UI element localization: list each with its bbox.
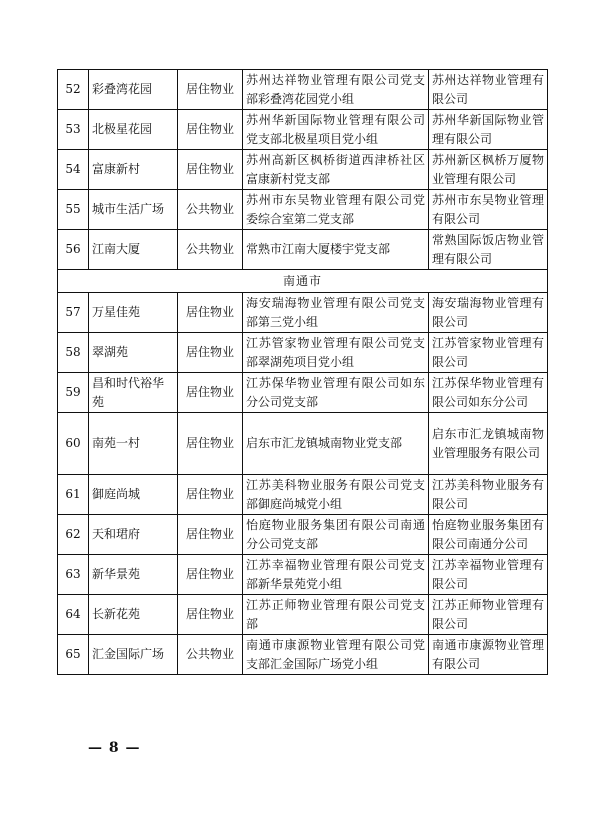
property-company: 江苏保华物业管理有限公司如东分公司 xyxy=(429,373,548,413)
property-type: 居住物业 xyxy=(178,555,243,595)
table-row xyxy=(58,293,548,333)
row-number: 56 xyxy=(58,230,89,270)
party-organization: 常熟市江南大厦楼宇党支部 xyxy=(243,230,429,270)
row-number: 62 xyxy=(58,515,89,555)
project-name: 汇金国际广场 xyxy=(89,635,178,675)
property-table xyxy=(57,69,548,675)
property-company: 苏州新区枫桥万厦物业管理有限公司 xyxy=(429,150,548,190)
table-row xyxy=(58,635,548,675)
table-body-nantong xyxy=(58,293,548,675)
table-row xyxy=(58,373,548,413)
project-name: 万星佳苑 xyxy=(89,293,178,333)
table-row xyxy=(58,230,548,270)
table-row xyxy=(58,70,548,110)
party-organization: 南通市康源物业管理有限公司党支部汇金国际广场党小组 xyxy=(243,635,429,675)
table-body-suzhou xyxy=(58,70,548,270)
property-company: 南通市康源物业管理有限公司 xyxy=(429,635,548,675)
party-organization: 苏州市东吴物业管理有限公司党委综合室第二党支部 xyxy=(243,190,429,230)
row-number: 54 xyxy=(58,150,89,190)
property-company: 苏州达祥物业管理有限公司 xyxy=(429,70,548,110)
property-company: 江苏幸福物业管理有限公司 xyxy=(429,555,548,595)
property-type: 居住物业 xyxy=(178,413,243,475)
project-name: 城市生活广场 xyxy=(89,190,178,230)
project-name: 新华景苑 xyxy=(89,555,178,595)
party-organization: 江苏管家物业管理有限公司党支部翠湖苑项目党小组 xyxy=(243,333,429,373)
property-type: 公共物业 xyxy=(178,230,243,270)
row-number: 64 xyxy=(58,595,89,635)
row-number: 53 xyxy=(58,110,89,150)
table-row xyxy=(58,515,548,555)
party-organization: 江苏正师物业管理有限公司党支部 xyxy=(243,595,429,635)
project-name: 翠湖苑 xyxy=(89,333,178,373)
row-number: 55 xyxy=(58,190,89,230)
party-organization: 江苏保华物业管理有限公司如东分公司党支部 xyxy=(243,373,429,413)
property-type: 居住物业 xyxy=(178,595,243,635)
property-type: 居住物业 xyxy=(178,70,243,110)
property-company: 江苏管家物业管理有限公司 xyxy=(429,333,548,373)
property-company: 江苏正师物业管理有限公司 xyxy=(429,595,548,635)
table-row xyxy=(58,110,548,150)
project-name: 南苑一村 xyxy=(89,413,178,475)
project-name: 长新花苑 xyxy=(89,595,178,635)
party-organization: 怡庭物业服务集团有限公司南通分公司党支部 xyxy=(243,515,429,555)
row-number: 57 xyxy=(58,293,89,333)
project-name: 彩叠湾花园 xyxy=(89,70,178,110)
property-company: 苏州市东吴物业管理有限公司 xyxy=(429,190,548,230)
property-type: 公共物业 xyxy=(178,190,243,230)
property-company: 江苏美科物业服务有限公司 xyxy=(429,475,548,515)
row-number: 65 xyxy=(58,635,89,675)
table-row xyxy=(58,413,548,475)
table-row xyxy=(58,333,548,373)
table-row xyxy=(58,150,548,190)
table-row xyxy=(58,555,548,595)
row-number: 60 xyxy=(58,413,89,475)
city-header-row xyxy=(58,270,548,293)
property-company: 常熟国际饭店物业管理有限公司 xyxy=(429,230,548,270)
party-organization: 江苏美科物业服务有限公司党支部御庭尚城党小组 xyxy=(243,475,429,515)
property-type: 居住物业 xyxy=(178,475,243,515)
property-type: 居住物业 xyxy=(178,293,243,333)
property-type: 居住物业 xyxy=(178,515,243,555)
property-type: 居住物业 xyxy=(178,333,243,373)
row-number: 52 xyxy=(58,70,89,110)
party-organization: 苏州达祥物业管理有限公司党支部彩叠湾花园党小组 xyxy=(243,70,429,110)
project-name: 江南大厦 xyxy=(89,230,178,270)
property-type: 居住物业 xyxy=(178,150,243,190)
property-company: 启东市汇龙镇城南物业管理服务有限公司 xyxy=(429,413,548,475)
table-row xyxy=(58,190,548,230)
table-row xyxy=(58,595,548,635)
page-number: — 8 — xyxy=(88,740,141,756)
party-organization: 海安瑞海物业管理有限公司党支部第三党小组 xyxy=(243,293,429,333)
project-name: 富康新村 xyxy=(89,150,178,190)
property-type: 居住物业 xyxy=(178,373,243,413)
property-company: 苏州华新国际物业管理有限公司 xyxy=(429,110,548,150)
city-header: 南通市 xyxy=(58,270,548,293)
row-number: 58 xyxy=(58,333,89,373)
party-organization: 江苏幸福物业管理有限公司党支部新华景苑党小组 xyxy=(243,555,429,595)
property-company: 海安瑞海物业管理有限公司 xyxy=(429,293,548,333)
property-company: 怡庭物业服务集团有限公司南通分公司 xyxy=(429,515,548,555)
project-name: 北极星花园 xyxy=(89,110,178,150)
project-name: 御庭尚城 xyxy=(89,475,178,515)
project-name: 昌和时代裕华苑 xyxy=(89,373,178,413)
party-organization: 苏州华新国际物业管理有限公司党支部北极星项目党小组 xyxy=(243,110,429,150)
party-organization: 启东市汇龙镇城南物业党支部 xyxy=(243,413,429,475)
property-type: 居住物业 xyxy=(178,110,243,150)
table-row xyxy=(58,475,548,515)
project-name: 天和珺府 xyxy=(89,515,178,555)
row-number: 59 xyxy=(58,373,89,413)
row-number: 61 xyxy=(58,475,89,515)
party-organization: 苏州高新区枫桥街道西津桥社区富康新村党支部 xyxy=(243,150,429,190)
row-number: 63 xyxy=(58,555,89,595)
property-type: 公共物业 xyxy=(178,635,243,675)
